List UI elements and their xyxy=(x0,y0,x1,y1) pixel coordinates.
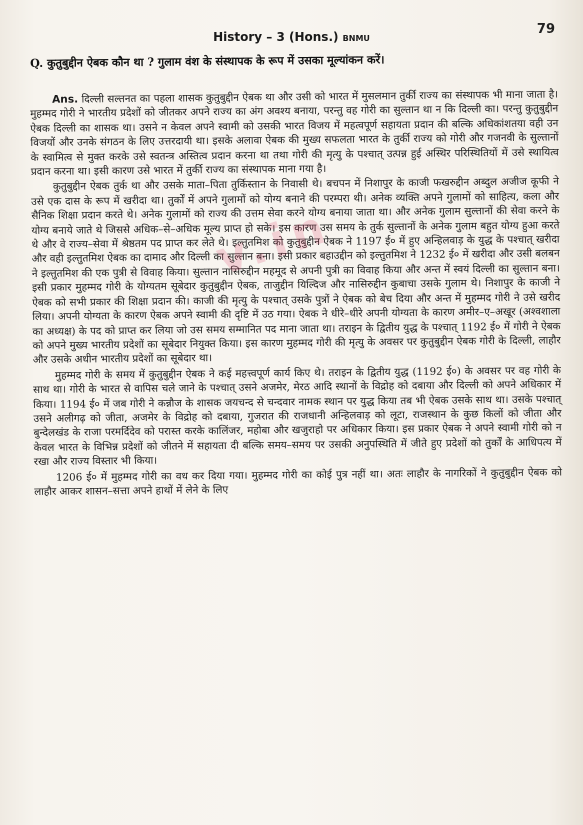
paragraph-4: 1206 ई० में मुहम्मद गोरी का वध कर दिया गया। मुहम्मद गोरी का कोई पुत्र नहीं था। अतः लाहौर के नागरिकों ने कुतुबुद्दीन ऐबक को लाहौर आकर शासन–सत्ता अपने हाथों में लेने के लिए xyxy=(34,466,563,498)
header-title: History – 3 (Hons.) xyxy=(213,30,339,44)
paragraph-1-text: दिल्ली सल्तनत का पहला शासक कुतुबुद्दीन ऐबक था और उसी को भारत में मुसलमान तुर्की राज्य का संस्थापक भी माना जाता है। मुहम्मद गोरी ने भारतीय प्रदेशों को जीतकर अपने राज्य का अंग अवश्य बनाया, परन्तु वह गोरी का सुल्तान था न कि दिल्ली का। परन्तु कुतुबुद्दीन ऐबक दिल्ली का शासक था। उसने न केवल अपने स्वामी को उसकी भारत विजय में महत्वपूर्ण सहायता प्रदान की बल्कि अधिकांशतया वही उन विजयों और उनके संगठन के लिए उत्तरदायी था। इसके अलावा ऐबक की मुख्य सफलता भारत के तुर्की राज्य को गोरी और गजनवी के सुल्तानों के स्वामित्व से मुक्त करके उसे स्वतन्त्र अस्तित्व प्रदान करना था तथा गोरी की मृत्यु के पश्चात् उत्पन्न हुई अस्थिर परिस्थितियों में उसे स्थायित्व प्रदान करना था। इसी कारण उसे भारत में तुर्की राज्य का संस्थापक माना गया है। xyxy=(30,88,559,179)
paragraph-3: मुहम्मद गोरी के समय में कुतुबुद्दीन ऐबक ने कई महत्त्वपूर्ण कार्य किए थे। तराइन के द्वितीय युद्ध (1192 ई०) के अवसर पर वह गोरी के साथ था। गोरी के भारत से वापिस चले जाने के पश्चात् उसने अजमेर, मेरठ आदि स्थानों के विद्रोह को दबाया और दिल्ली को अपने अधिकार में किया। 1194 ई० में जब गोरी ने कन्नौज के शासक जयचन्द से चन्दवार नामक स्थान पर युद्ध किया तब भी ऐबक उसके साथ था। उसके पश्चात् उसने अलीगढ़ को जीता, अजमेर के विद्रोह को दबाया, गुजरात की राजधानी अन्हिलवाड़ को लूटा, राजस्थान के कुछ किलों को जीता और बुन्देलखंड के राजा परमर्दिदेव को परास्त करके कालिंजर, महोबा और खजुराहो पर अधिकार किया। इस प्रकार ऐबक ने अपने स्वामी गोरी को न केवल भारत के विभिन्न प्रदेशों को जीतने में सहायता दी बल्कि समय–समय पर उसकी अनुपस्थिति में जीते हुए प्रदेशों को तुर्कों के आधिपत्य में रखा और राज्य विस्तार भी किया। xyxy=(33,364,562,469)
header-institution: BNMU xyxy=(342,34,370,43)
page-header xyxy=(0,30,583,44)
paragraph-1 xyxy=(30,87,559,179)
answer-label: Ans. xyxy=(52,93,79,106)
watermark: v.in xyxy=(209,198,337,286)
page-number: 79 xyxy=(536,22,555,37)
question-text: Q. कुतुबुद्दीन ऐबक कौन था ? गुलाम वंश के संस्थापक के रूप में उसका मूल्यांकन करें। xyxy=(30,52,385,70)
answer-body xyxy=(30,87,562,500)
paragraph-2: कुतुबुद्दीन ऐबक तुर्क था और उसके माता–पिता तुर्किस्तान के निवासी थे। बचपन में निशापुर के काजी फखरुद्दीन अब्दुल अजीज कूफी ने उसे एक दास के रूप में खरीदा था। तुर्कों में अपने गुलामों को योग्य बनाने की परम्परा थी। अनेक व्यक्ति अपने गुलामों को साहित्य, कला और सैनिक शिक्षा प्रदान करते थे। अनेक गुलामों को राज्य की उत्तम सेवा करने योग्य बनाया जाता था। और अनेक गुलाम सुल्तानों की सेवा करने के योग्य बनाये जाते थे जिससे अधिक–से–अधिक मूल्य प्राप्त हो सके। इस कारण उस समय के तुर्क सुल्तानों के अनेक गुलाम बहुत योग्य हुआ करते थे और वे राज्य–सेवा में श्रेष्ठतम पद प्राप्त कर लेते थे। इल्तुतमिश को कुतुबुद्दीन ऐबक ने 1197 ई० में हुए अन्हिलवाड़ के युद्ध के पश्चात् खरीदा और वही इल्तुतमिश ऐबक का दामाद और दिल्ली का सुल्तान बना। इसी प्रकार बहाउद्दीन को इल्तुतमिश ने 1232 ई० में खरीदा और उसी बलबन ने इल्तुतमिश की एक पुत्री से विवाह किया। सुल्तान नासिरुद्दीन महमूद से अपनी पुत्री का विवाह किया और अन्त में स्वयं दिल्ली का सुल्तान बना। इसी प्रकार मुहम्मद गोरी के योग्यतम सूबेदार कुतुबुद्दीन ऐबक, ताजुद्दीन यिल्दिज और नासिरुद्दीन कुबाचा उसके गुलाम थे। निशापुर के काजी ने ऐबक को सभी प्रकार की शिक्षा प्रदान की। काजी की मृत्यु के पश्चात् उसके पुत्रों ने ऐबक को बेच दिया और अन्त में मुहम्मद गोरी ने उसे खरीद लिया। अपनी योग्यता के कारण ऐबक अपने स्वामी की दृष्टि में उठ गया। ऐबक ने धीरे–धीरे अपनी योग्यता के कारण अमीर–ए–अखूर (अश्वशाला का अध्यक्ष) के पद को प्राप्त कर लिया जो उस समय सम्मानित पद माना जाता था। तराइन के द्वितीय युद्ध के पश्चात् 1192 ई० में गोरी ने ऐबक को अपने मुख्य भारतीय प्रदेशों का सूबेदार नियुक्त किया। इस कारण मुहम्मद गोरी की मृत्यु के अवसर पर कुतुबुद्दीन ऐबक गोरी के दिल्ली, लाहौर और उसके अधीन भारतीय प्रदेशों का सूबेदार था। xyxy=(31,175,561,367)
